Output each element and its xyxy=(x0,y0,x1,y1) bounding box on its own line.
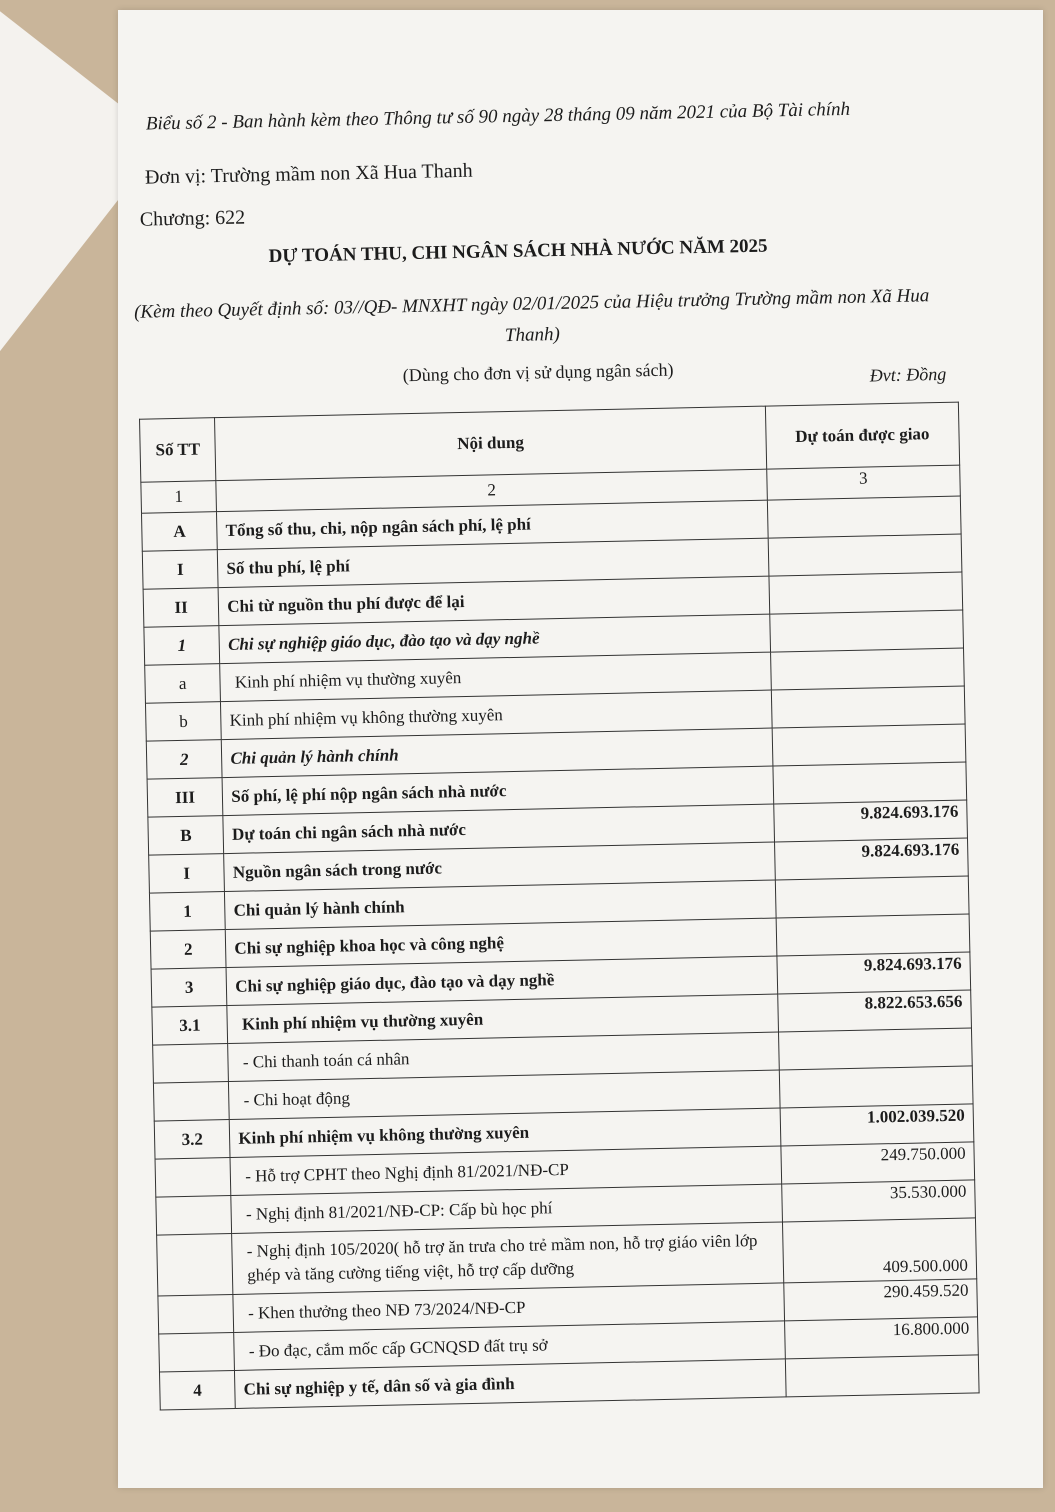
row-content: - Khen thưởng theo NĐ 73/2024/NĐ-CP xyxy=(233,1283,784,1333)
row-content: Số thu phí, lệ phí xyxy=(218,538,769,588)
row-value xyxy=(770,648,964,690)
row-value: 9.824.693.176 xyxy=(777,952,971,994)
row-stt: a xyxy=(145,664,221,704)
row-value xyxy=(767,496,961,538)
row-content: Chi quản lý hành chính xyxy=(225,880,776,930)
row-content: - Chi thanh toán cá nhân xyxy=(228,1032,779,1082)
row-content: Kinh phí nhiệm vụ không thường xuyên xyxy=(221,690,772,740)
row-value xyxy=(768,534,962,576)
row-content: Chi sự nghiệp y tế, dân số và gia đình xyxy=(235,1359,786,1409)
row-content: Nguồn ngân sách trong nước xyxy=(224,842,775,892)
row-value: 35.530.000 xyxy=(781,1180,975,1222)
row-stt: 4 xyxy=(159,1370,235,1410)
header-stt: Số TT xyxy=(140,418,217,483)
currency-unit: Đvt: Đồng xyxy=(869,363,947,386)
budget-table xyxy=(139,402,980,1411)
row-value xyxy=(778,1028,972,1070)
row-stt xyxy=(158,1294,234,1334)
row-value xyxy=(769,572,963,614)
row-stt: 2 xyxy=(146,740,222,780)
row-value xyxy=(769,610,963,652)
row-value: 16.800.000 xyxy=(784,1317,978,1359)
usage-note: (Dùng cho đơn vị sử dụng ngân sách) xyxy=(402,359,674,386)
row-stt: 1 xyxy=(144,626,220,666)
row-stt: I xyxy=(142,550,218,590)
index-2: 2 xyxy=(216,469,767,512)
row-content: - Nghị định 105/2020( hỗ trợ ăn trưa cho trẻ mầm non, hỗ trợ giáo viên lớp ghép và tăng cường tiếng việt, hỗ trợ cấp dưỡng xyxy=(232,1222,784,1295)
row-value xyxy=(785,1355,979,1397)
row-content: Chi từ nguồn thu phí được để lại xyxy=(218,576,769,626)
row-content: Kinh phí nhiệm vụ thường xuyên xyxy=(227,994,778,1044)
index-1: 1 xyxy=(141,481,217,514)
row-stt xyxy=(157,1233,234,1296)
row-stt: III xyxy=(147,778,223,818)
decision-reference: (Kèm theo Quyết định số: 03//QĐ- MNXHT ngày 02/01/2025 của Hiệu trưởng Trường mầm non Xã Hua Thanh) xyxy=(133,285,930,347)
row-value: 290.459.520 xyxy=(783,1279,977,1321)
row-stt: 1 xyxy=(149,892,225,932)
row-value: 249.750.000 xyxy=(781,1142,975,1184)
form-reference: Biểu số 2 - Ban hành kèm theo Thông tư số 90 ngày 28 tháng 09 năm 2021 của Bộ Tài chính xyxy=(145,98,851,135)
row-content: Số phí, lệ phí nộp ngân sách nhà nước xyxy=(222,766,773,816)
row-content: Kinh phí nhiệm vụ thường xuyên xyxy=(220,652,771,702)
row-content: - Hỗ trợ CPHT theo Nghị định 81/2021/NĐ-CP xyxy=(230,1146,781,1196)
row-content: Chi quản lý hành chính xyxy=(222,728,773,778)
document-title: DỰ TOÁN THU, CHI NGÂN SÁCH NHÀ NƯỚC NĂM 2025 xyxy=(268,235,768,268)
row-value: 8.822.653.656 xyxy=(777,990,971,1032)
row-value xyxy=(776,914,970,956)
row-content: Dự toán chi ngân sách nhà nước xyxy=(223,804,774,854)
row-stt xyxy=(153,1082,229,1122)
header-content: Nội dung xyxy=(215,406,767,481)
chapter-code: Chương: 622 xyxy=(139,206,246,231)
row-content: Chi sự nghiệp giáo dục, đào tạo và dạy nghề xyxy=(226,956,777,1006)
row-value: 1.002.039.520 xyxy=(780,1104,974,1146)
row-stt: 2 xyxy=(150,930,226,970)
row-content: - Đo đạc, cắm mốc cấp GCNQSD đất trụ sở xyxy=(234,1321,785,1371)
row-stt xyxy=(155,1158,231,1198)
row-stt xyxy=(159,1332,235,1372)
row-value xyxy=(771,686,965,728)
row-value: 409.500.000 xyxy=(782,1218,977,1283)
row-stt: 3 xyxy=(151,968,227,1008)
index-3: 3 xyxy=(766,465,960,500)
row-stt: 3.1 xyxy=(152,1006,228,1046)
row-value xyxy=(779,1066,973,1108)
row-content: Chi sự nghiệp giáo dục, đào tạo và dạy nghề xyxy=(219,614,770,664)
row-value xyxy=(775,876,969,918)
row-value: 9.824.693.176 xyxy=(773,800,967,842)
row-stt: I xyxy=(149,854,225,894)
row-stt: II xyxy=(143,588,219,628)
row-content: Chi sự nghiệp khoa học và công nghệ xyxy=(226,918,777,968)
row-stt: A xyxy=(141,512,217,552)
row-stt xyxy=(153,1044,229,1084)
unit-name: Đơn vị: Trường mầm non Xã Hua Thanh xyxy=(144,159,473,189)
row-stt: b xyxy=(145,702,221,742)
row-stt xyxy=(156,1195,232,1235)
header-estimate: Dự toán được giao xyxy=(765,402,960,469)
row-stt: B xyxy=(148,816,224,856)
row-stt: 3.2 xyxy=(154,1120,230,1160)
row-content: - Chi hoạt động xyxy=(229,1070,780,1120)
row-value: 9.824.693.176 xyxy=(774,838,968,880)
row-value xyxy=(773,762,967,804)
row-content: - Nghị định 81/2021/NĐ-CP: Cấp bù học phí xyxy=(231,1184,782,1234)
row-value xyxy=(772,724,966,766)
row-content: Kinh phí nhiệm vụ không thường xuyên xyxy=(230,1108,781,1158)
row-content: Tổng số thu, chi, nộp ngân sách phí, lệ phí xyxy=(217,500,768,550)
